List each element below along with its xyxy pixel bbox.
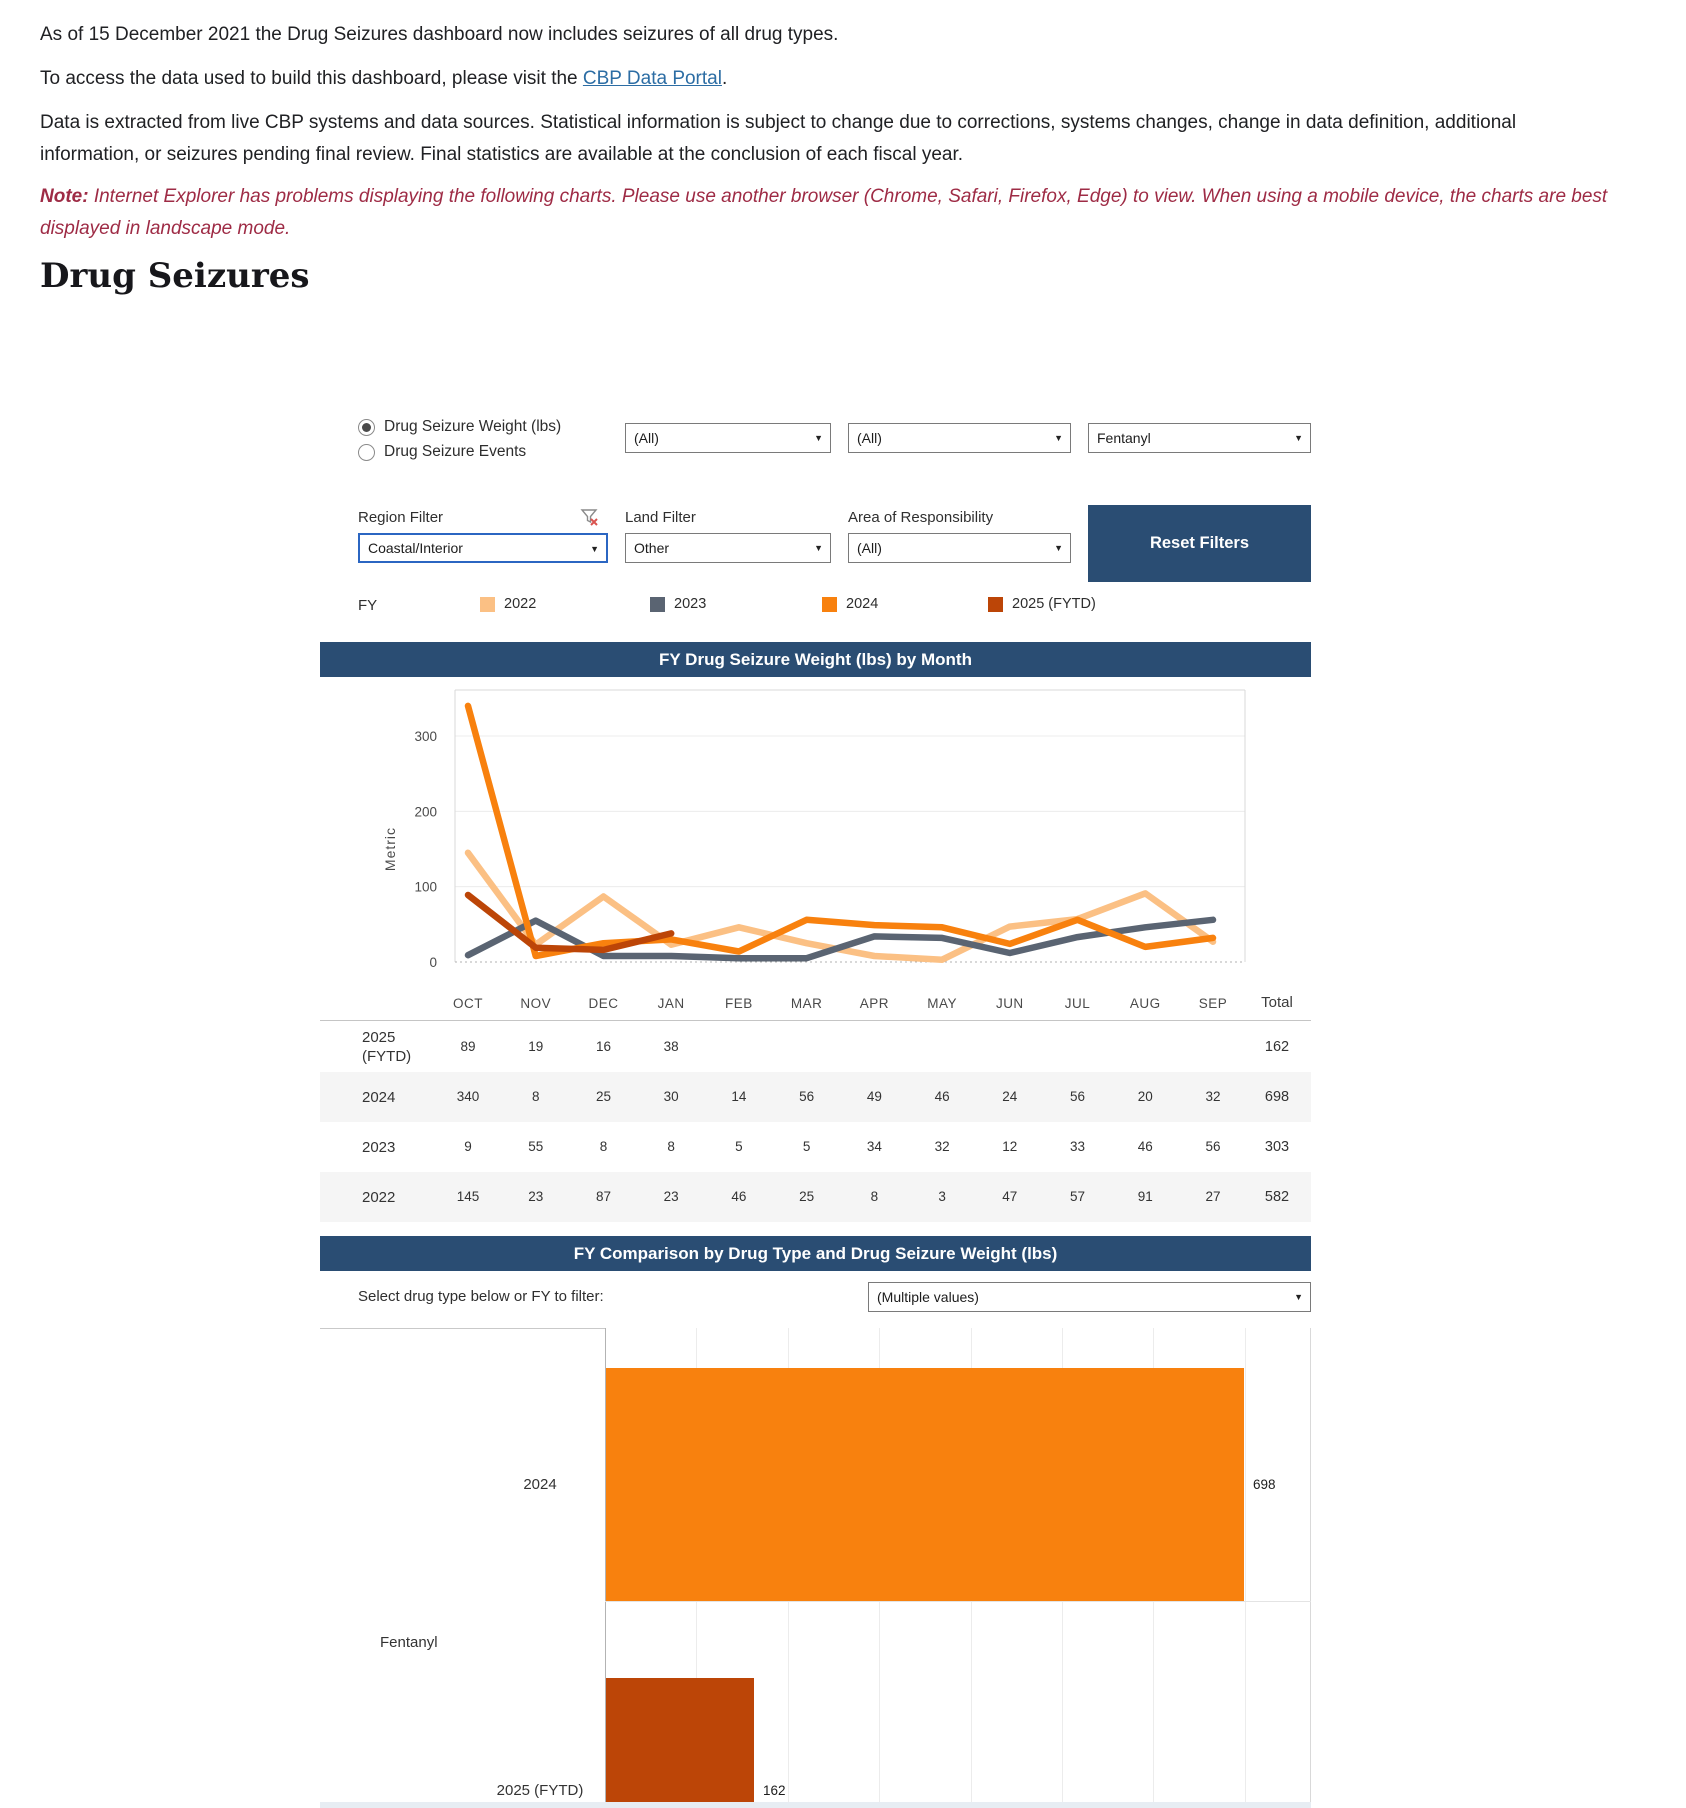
radio-selected-icon bbox=[358, 419, 375, 436]
cell-2023-mar[interactable]: 5 bbox=[802, 1139, 811, 1154]
filter-dropdown-2[interactable] bbox=[848, 423, 1071, 453]
legend-label: 2023 bbox=[674, 596, 707, 612]
chevron-down-icon: ▼ bbox=[814, 433, 823, 443]
cell-2024-jul[interactable]: 56 bbox=[1070, 1089, 1086, 1104]
legend-swatch bbox=[822, 597, 837, 612]
cell-2022-sep[interactable]: 27 bbox=[1205, 1189, 1221, 1204]
cell-2024-apr[interactable]: 49 bbox=[866, 1089, 882, 1104]
fy-comparison-bar-chart[interactable] bbox=[320, 1328, 1311, 1808]
cell-2025-oct[interactable]: 89 bbox=[460, 1039, 476, 1054]
browser-note bbox=[40, 181, 1640, 245]
cell-2025-total[interactable]: 162 bbox=[1264, 1039, 1290, 1055]
month-header-jan: JAN bbox=[657, 996, 685, 1011]
chevron-down-icon: ▼ bbox=[814, 543, 823, 553]
filter-dropdown-1-value: (All) bbox=[634, 430, 659, 446]
land-filter-value: Other bbox=[634, 540, 670, 556]
month-axis-header-row bbox=[320, 990, 1311, 1018]
legend-swatch bbox=[480, 597, 495, 612]
row-label: 2025 (FYTD) bbox=[362, 1029, 412, 1065]
radio-drug-seizure-events[interactable] bbox=[358, 443, 561, 461]
cell-2025-nov[interactable]: 19 bbox=[528, 1039, 544, 1054]
land-filter-dropdown[interactable] bbox=[625, 533, 831, 563]
page-title: Drug Seizures bbox=[40, 256, 310, 296]
month-header-may: MAY bbox=[927, 996, 957, 1011]
y-tick-100: 100 bbox=[414, 879, 437, 895]
legend-item-2025--fytd-[interactable] bbox=[988, 596, 1096, 612]
cell-2023-dec[interactable]: 8 bbox=[599, 1139, 608, 1154]
aor-filter-label: Area of Responsibility bbox=[848, 509, 994, 526]
cell-2022-aug[interactable]: 91 bbox=[1137, 1189, 1153, 1204]
cell-2022-mar[interactable]: 25 bbox=[799, 1189, 815, 1204]
bar-row-label-2024[interactable]: 2024 bbox=[523, 1476, 557, 1493]
filter-dropdown-1[interactable] bbox=[625, 423, 831, 453]
chevron-down-icon: ▼ bbox=[1054, 543, 1063, 553]
fy-monthly-line-chart[interactable] bbox=[320, 677, 1311, 990]
cell-2025-dec[interactable]: 16 bbox=[595, 1039, 611, 1054]
note-label: Note: bbox=[40, 186, 89, 207]
row-label: 2024 bbox=[362, 1088, 396, 1106]
month-header-sep: SEP bbox=[1198, 996, 1228, 1011]
bar-chart-title: FY Comparison by Drug Type and Drug Seizure Weight (lbs) bbox=[320, 1236, 1311, 1271]
cell-2022-may[interactable]: 3 bbox=[938, 1189, 946, 1204]
bar-row-label-2025-fytd[interactable]: 2025 (FYTD) bbox=[496, 1782, 584, 1799]
month-header-apr: APR bbox=[859, 996, 889, 1011]
series-line-2024[interactable] bbox=[468, 706, 1213, 956]
month-header-feb: FEB bbox=[725, 996, 753, 1011]
cell-2023-aug[interactable]: 46 bbox=[1137, 1139, 1153, 1154]
cell-2025-jan[interactable]: 38 bbox=[663, 1039, 679, 1054]
radio-unselected-icon bbox=[358, 444, 375, 461]
cell-2023-may[interactable]: 32 bbox=[934, 1139, 950, 1154]
region-filter-label: Region Filter bbox=[358, 509, 444, 526]
aor-filter-dropdown[interactable] bbox=[848, 533, 1071, 563]
month-header-jun: JUN bbox=[995, 996, 1024, 1011]
legend-label: 2022 bbox=[504, 596, 537, 612]
clear-filter-funnel-icon[interactable] bbox=[580, 507, 600, 527]
cell-2023-sep[interactable]: 56 bbox=[1205, 1139, 1221, 1154]
drug-type-dropdown-value: Fentanyl bbox=[1097, 430, 1151, 446]
land-filter-label: Land Filter bbox=[625, 509, 696, 526]
row-label: 2023 bbox=[362, 1138, 396, 1156]
fy-legend bbox=[320, 596, 1311, 616]
cell-2023-jun[interactable]: 12 bbox=[1002, 1139, 1018, 1154]
legend-swatch bbox=[650, 597, 665, 612]
y-tick-300: 300 bbox=[414, 729, 437, 745]
radio-weight-label: Drug Seizure Weight (lbs) bbox=[384, 418, 562, 435]
cell-2023-apr[interactable]: 34 bbox=[866, 1139, 882, 1154]
cell-2024-jan[interactable]: 30 bbox=[663, 1089, 679, 1104]
legend-swatch bbox=[988, 597, 1003, 612]
month-header-oct: OCT bbox=[453, 996, 483, 1011]
table-row-2023 bbox=[320, 1122, 1311, 1172]
legend-item-2024[interactable] bbox=[822, 596, 878, 612]
cell-2022-nov[interactable]: 23 bbox=[528, 1189, 544, 1204]
cell-2024-sep[interactable]: 32 bbox=[1205, 1089, 1221, 1104]
chevron-down-icon: ▼ bbox=[590, 544, 599, 554]
metric-radio-group bbox=[358, 418, 561, 468]
intro-paragraph-2 bbox=[40, 63, 1640, 95]
intro-paragraph-2-text: To access the data used to build this dashboard, please visit the bbox=[40, 68, 583, 89]
cell-2024-may[interactable]: 46 bbox=[934, 1089, 950, 1104]
radio-drug-seizure-weight[interactable] bbox=[358, 418, 561, 436]
cell-2022-feb[interactable]: 46 bbox=[731, 1189, 747, 1204]
chevron-down-icon: ▼ bbox=[1054, 433, 1063, 443]
month-header-dec: DEC bbox=[588, 996, 619, 1011]
radio-events-label: Drug Seizure Events bbox=[384, 443, 527, 460]
bottom-section-edge bbox=[320, 1802, 1311, 1808]
intro-paragraph-2-period: . bbox=[721, 68, 728, 89]
row-pane-top-border bbox=[320, 1328, 605, 1329]
cell-2024-mar[interactable]: 56 bbox=[799, 1089, 815, 1104]
legend-item-2023[interactable] bbox=[650, 596, 706, 612]
cell-2023-jan[interactable]: 8 bbox=[667, 1139, 675, 1154]
drug-type-dropdown[interactable] bbox=[1088, 423, 1311, 453]
cell-2022-dec[interactable]: 87 bbox=[595, 1189, 611, 1204]
legend-item-2022[interactable] bbox=[480, 596, 536, 612]
line-chart-title: FY Drug Seizure Weight (lbs) by Month bbox=[320, 642, 1311, 677]
y-axis-title: Metric bbox=[382, 826, 398, 872]
cell-2023-jul[interactable]: 33 bbox=[1070, 1139, 1086, 1154]
drug-type-group-label[interactable]: Fentanyl bbox=[380, 1634, 438, 1651]
cell-2024-dec[interactable]: 25 bbox=[595, 1089, 611, 1104]
table-row-2024 bbox=[320, 1072, 1311, 1122]
bar-2024[interactable] bbox=[606, 1368, 1244, 1601]
intro-paragraph-3: Data is extracted from live CBP systems and data sources. Statistical information is subject to change due to corrections, systems changes, change in data definition, additional information, or seizures pending final review. Final statistics are available at the conclusion of each fiscal year. bbox=[40, 112, 1517, 165]
fy-month-data-table bbox=[320, 1020, 1311, 1226]
table-row-2025 bbox=[320, 1022, 1311, 1072]
cell-2023-oct[interactable]: 9 bbox=[464, 1139, 472, 1154]
cell-2024-aug[interactable]: 20 bbox=[1137, 1089, 1153, 1104]
y-tick-200: 200 bbox=[414, 804, 437, 820]
cell-2023-feb[interactable]: 5 bbox=[735, 1139, 743, 1154]
chevron-down-icon: ▼ bbox=[1294, 1292, 1303, 1302]
region-filter-dropdown[interactable] bbox=[358, 533, 608, 563]
filter-dropdown-2-value: (All) bbox=[857, 430, 882, 446]
month-header-jul: JUL bbox=[1064, 996, 1091, 1011]
month-header-mar: MAR bbox=[790, 996, 823, 1011]
legend-label: 2024 bbox=[846, 596, 879, 612]
cell-2024-jun[interactable]: 24 bbox=[1002, 1089, 1018, 1104]
reset-filters-button[interactable]: Reset Filters bbox=[1088, 505, 1311, 582]
cell-2022-jul[interactable]: 57 bbox=[1070, 1189, 1086, 1204]
select-drug-type-label: Select drug type below or FY to filter: bbox=[358, 1288, 604, 1305]
total-header: Total bbox=[1261, 994, 1293, 1011]
multiple-values-dropdown[interactable] bbox=[868, 1282, 1311, 1312]
row-divider bbox=[605, 1601, 1311, 1602]
cell-2024-total[interactable]: 698 bbox=[1264, 1089, 1290, 1105]
region-filter-value: Coastal/Interior bbox=[368, 540, 463, 556]
note-text: Internet Explorer has problems displaying the following charts. Please use another browser (Chrome, Safari, Firefox, Edge) to view. When using a mobile device, the charts are best displayed in landscape mode. bbox=[40, 186, 1608, 239]
intro-paragraph-1: As of 15 December 2021 the Drug Seizures dashboard now includes seizures of all drug types. bbox=[40, 24, 839, 45]
month-header-aug: AUG bbox=[1129, 996, 1161, 1011]
cell-2023-nov[interactable]: 55 bbox=[528, 1139, 544, 1154]
y-tick-0: 0 bbox=[429, 955, 437, 970]
cell-2022-jan[interactable]: 23 bbox=[663, 1189, 679, 1204]
cell-2022-total[interactable]: 582 bbox=[1264, 1189, 1290, 1205]
fy-legend-label: FY bbox=[358, 597, 378, 614]
cell-2022-oct[interactable]: 145 bbox=[456, 1189, 480, 1204]
cell-2024-oct[interactable]: 340 bbox=[456, 1089, 480, 1104]
aor-filter-value: (All) bbox=[857, 540, 882, 556]
cbp-data-portal-link[interactable]: CBP Data Portal bbox=[582, 68, 722, 89]
cell-2022-apr[interactable]: 8 bbox=[870, 1189, 879, 1204]
cell-2023-total[interactable]: 303 bbox=[1264, 1139, 1290, 1155]
cell-2024-nov[interactable]: 8 bbox=[531, 1089, 540, 1104]
cell-2024-feb[interactable]: 14 bbox=[731, 1089, 747, 1104]
row-label: 2022 bbox=[362, 1188, 396, 1206]
multiple-values-dropdown-value: (Multiple values) bbox=[877, 1289, 979, 1305]
bar-2024-value-label: 698 bbox=[1253, 1477, 1276, 1492]
cell-2022-jun[interactable]: 47 bbox=[1002, 1189, 1018, 1204]
month-header-nov: NOV bbox=[520, 996, 552, 1011]
legend-label: 2025 (FYTD) bbox=[1012, 596, 1096, 612]
plot-right-border bbox=[1310, 1328, 1311, 1802]
bar-2025-value-label: 162 bbox=[763, 1783, 786, 1798]
gridline-x-700 bbox=[1245, 1328, 1246, 1802]
chevron-down-icon: ▼ bbox=[1294, 433, 1303, 443]
table-row-2022 bbox=[320, 1172, 1311, 1222]
